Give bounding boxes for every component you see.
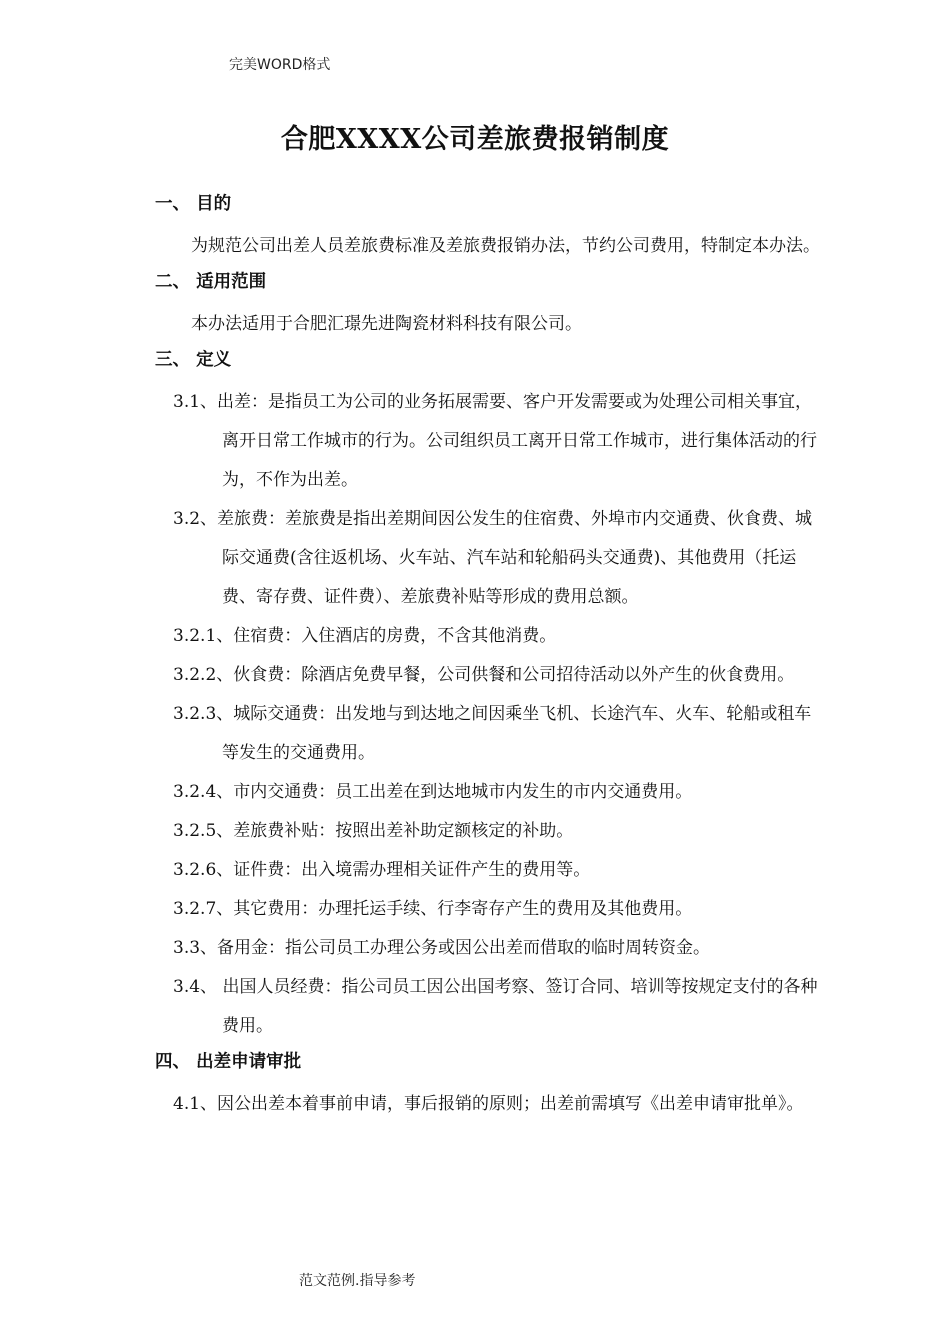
section-heading-definitions: 三、 定义 <box>155 350 232 370</box>
definition-item-3-2-6: 3.2.6、证件费：出入境需办理相关证件产生的费用等。 <box>173 860 591 880</box>
definition-item-3-2-4: 3.2.4、市内交通费：员工出差在到达地城市内发生的市内交通费用。 <box>173 782 693 802</box>
definition-item-3-1: 3.1、出差：是指员工为公司的业务拓展需要、客户开发需要或为处理公司相关事宜，离开日常工作城市的行为。公司组织员工离开日常工作城市，进行集体活动的行为，不作为出差。 <box>173 392 817 490</box>
footer-note: 范文范例.指导参考 <box>299 1273 416 1289</box>
approval-item-4-1: 4.1、因公出差本着事前申请，事后报销的原则；出差前需填写《出差申请审批单》。 <box>173 1094 804 1114</box>
section-heading-approval: 四、 出差申请审批 <box>155 1052 302 1072</box>
definition-item-3-2-7: 3.2.7、其它费用：办理托运手续、行李寄存产生的费用及其他费用。 <box>173 899 693 919</box>
definition-item-3-2-3: 3.2.3、城际交通费：出发地与到达地之间因乘坐飞机、长途汽车、火车、轮船或租车等发生的交通费用。 <box>173 704 812 763</box>
header-note: 完美WORD格式 <box>229 57 331 73</box>
definition-item-3-3: 3.3、备用金：指公司员工办理公务或因公出差而借取的临时周转资金。 <box>173 938 711 958</box>
scope-paragraph: 本办法适用于合肥汇璟先进陶瓷材料科技有限公司。 <box>191 314 582 334</box>
definition-item-3-2-5: 3.2.5、差旅费补贴：按照出差补助定额核定的补助。 <box>173 821 574 841</box>
document-body <box>155 188 827 1124</box>
definition-item-3-2: 3.2、差旅费：差旅费是指出差期间因公发生的住宿费、外埠市内交通费、伙食费、城际交通费(含往返机场、火车站、汽车站和轮船码头交通费)、其他费用（托运费、寄存费、证件费）、差旅费补贴等形成的费用总额。 <box>173 509 813 607</box>
definition-item-3-4: 3.4、 出国人员经费：指公司员工因公出国考察、签订合同、培训等按规定支付的各种费用。 <box>173 977 818 1036</box>
purpose-paragraph: 为规范公司出差人员差旅费标准及差旅费报销办法，节约公司费用，特制定本办法。 <box>191 236 820 256</box>
definition-item-3-2-1: 3.2.1、住宿费：入住酒店的房费，不含其他消费。 <box>173 626 557 646</box>
definition-item-3-2-2: 3.2.2、伙食费：除酒店免费早餐，公司供餐和公司招待活动以外产生的伙食费用。 <box>173 665 795 685</box>
section-heading-scope: 二、 适用范围 <box>155 272 267 292</box>
section-heading-purpose: 一、 目的 <box>155 194 232 214</box>
document-title: 合肥XXXX公司差旅费报销制度 <box>280 124 670 155</box>
